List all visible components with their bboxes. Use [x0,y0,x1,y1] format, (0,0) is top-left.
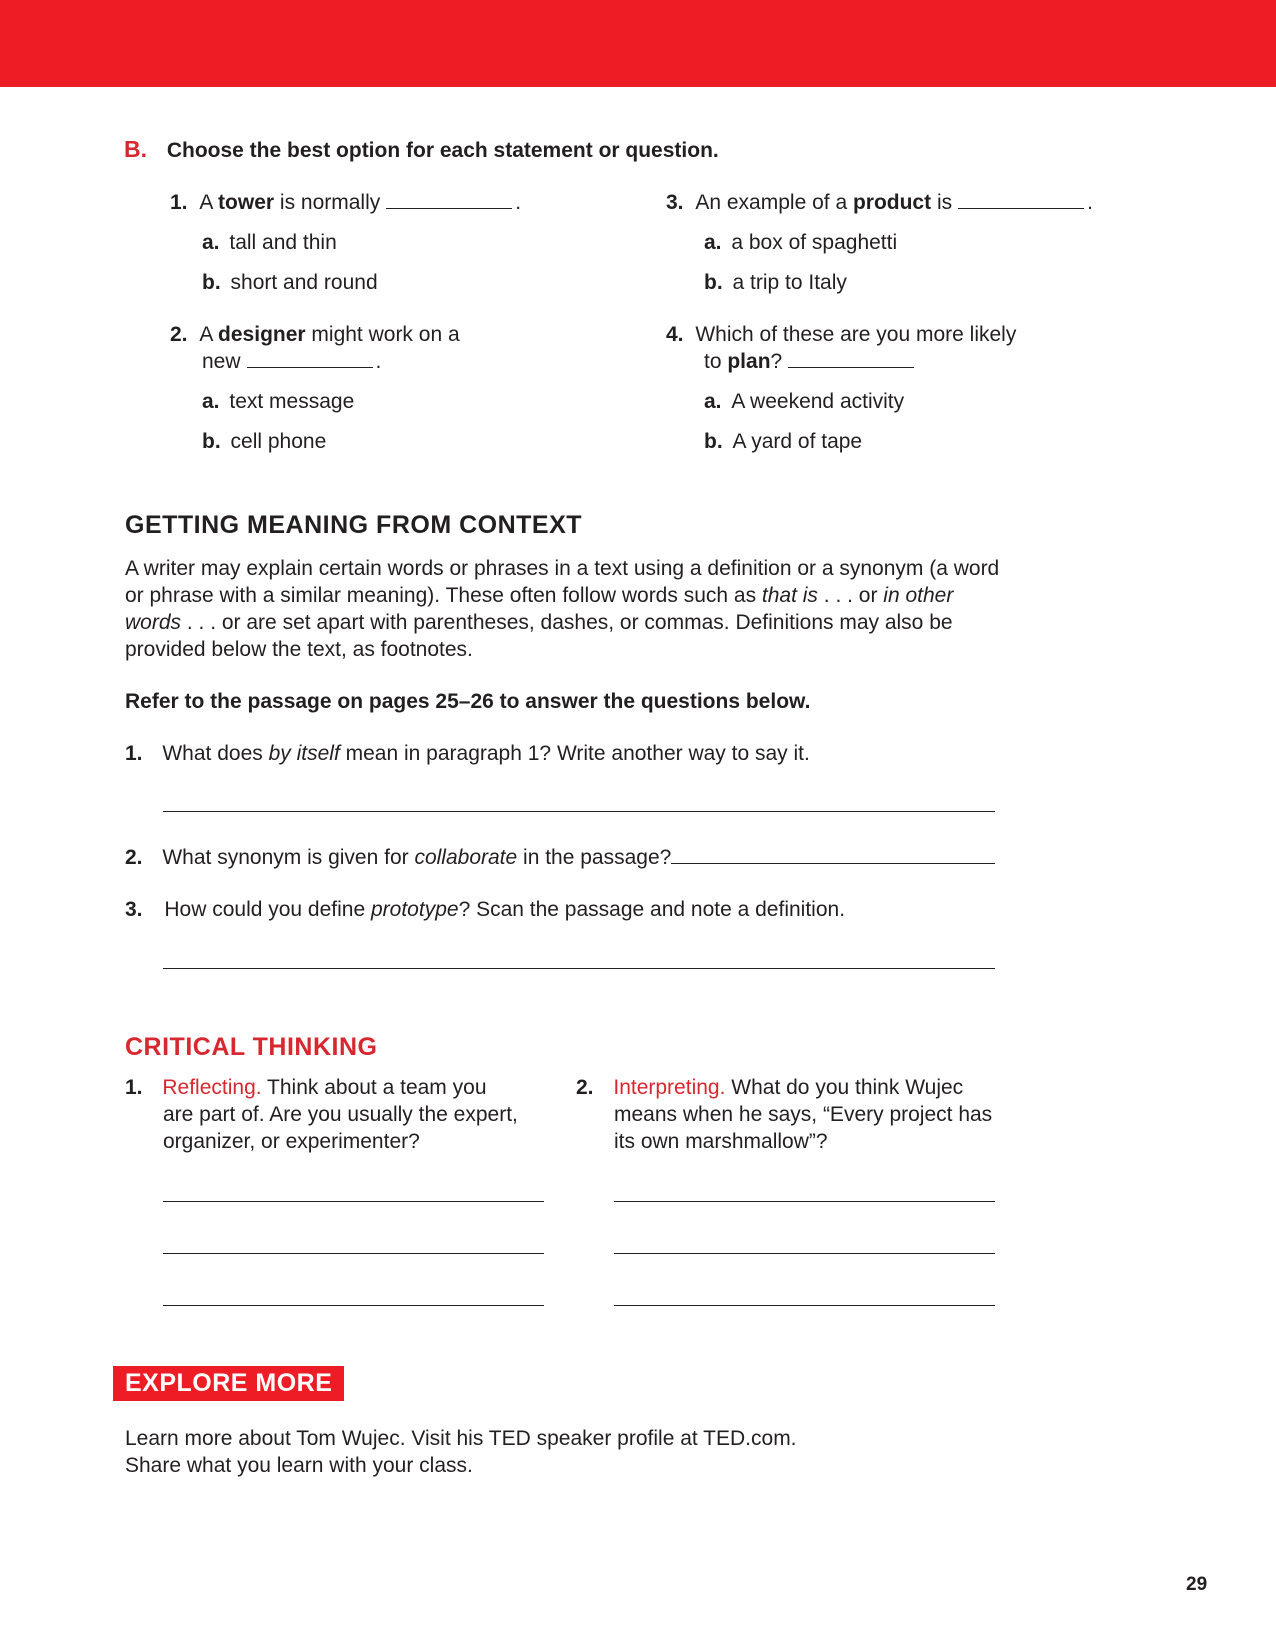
explore-text: Share what you learn with your class. [125,1454,473,1477]
question-text: might work on a [305,323,460,346]
question-text: An example of a [695,191,853,214]
critical-question-1-line: are part of. Are you usually the expert, [163,1103,518,1126]
option-label: b. [202,430,221,453]
option-label: b. [704,271,723,294]
answer-blank[interactable] [788,351,914,368]
context-heading: GETTING MEANING FROM CONTEXT [125,511,583,539]
italic-term: collaborate [414,846,518,869]
question-text: What do you think Wujec [725,1076,964,1099]
option-text: cell phone [230,430,327,453]
option-a[interactable] [202,388,354,415]
option-b[interactable] [202,269,378,296]
text: . . . or [817,584,884,607]
question-number: 1. [125,1076,143,1099]
period: . [375,350,382,373]
question-number: 2. [170,323,188,346]
option-b[interactable] [704,269,847,296]
answer-line[interactable] [163,1201,544,1202]
section-b-heading [124,136,719,164]
section-letter: B. [124,136,147,162]
option-label: b. [704,430,723,453]
italic-term: that is [761,584,818,607]
question-number: 4. [666,323,684,346]
answer-line[interactable] [614,1201,995,1202]
question-text: What does [162,742,269,765]
text: or phrase with a similar meaning). These often follow words such as [125,584,762,607]
question-text: Think about a team you [261,1076,487,1099]
critical-question-2 [576,1074,963,1101]
question-1 [170,189,521,216]
italic-term: by itself [268,742,340,765]
explore-text: Learn more about Tom Wujec. Visit his TED speaker profile at TED.com. [125,1427,797,1450]
option-text: A weekend activity [731,390,905,413]
question-text: to [704,350,728,373]
option-label: a. [202,390,220,413]
option-text: a box of spaghetti [731,231,898,254]
skill-label: Interpreting. [613,1076,726,1099]
critical-question-2-line: its own marshmallow”? [614,1130,828,1153]
question-text: is normally [274,191,381,214]
text: . . . or are set apart with parentheses, dashes, or commas. Definitions may also be [181,611,953,634]
option-label: a. [704,390,722,413]
context-paragraph-line [125,609,953,636]
option-b[interactable] [202,428,326,455]
question-4-line2 [704,348,917,375]
answer-line[interactable] [163,1253,544,1254]
answer-line[interactable] [671,863,995,864]
question-text: mean in paragraph 1? Write another way to say it. [339,742,810,765]
refer-instruction: Refer to the passage on pages 25–26 to answer the questions below. [125,690,811,713]
option-label: a. [202,231,220,254]
answer-blank[interactable] [958,192,1084,209]
explore-more-badge: EXPLORE MORE [113,1366,344,1401]
question-2-line2 [202,348,381,375]
question-text: in the passage? [517,846,672,869]
question-text: A [199,323,219,346]
answer-line[interactable] [163,1305,544,1306]
question-text: What synonym is given for [162,846,415,869]
question-2 [170,321,460,348]
italic-term: words [125,611,182,634]
question-number: 2. [576,1076,594,1099]
context-paragraph-line [125,582,953,609]
question-number: 1. [170,191,188,214]
critical-question-2-line: means when he says, “Every project has [614,1103,993,1126]
critical-question-1-line: organizer, or experimenter? [163,1130,420,1153]
answer-line[interactable] [163,968,995,969]
question-3 [666,189,1093,216]
period: . [1087,191,1093,214]
keyword: product [852,191,932,214]
question-text: Which of these are you more likely [695,323,1017,346]
question-text: ? Scan the passage and note a definition. [458,898,846,921]
question-text: is [931,191,953,214]
option-a[interactable] [202,229,337,256]
answer-line[interactable] [614,1305,995,1306]
context-paragraph-line: A writer may explain certain words or phrases in a text using a definition or a synonym (a word [125,557,1000,580]
option-label: b. [202,271,221,294]
question-text: new [202,350,241,373]
keyword: plan [727,350,771,373]
option-a[interactable] [704,229,897,256]
period: . [515,191,522,214]
keyword: designer [218,323,306,346]
question-text: A [199,191,219,214]
answer-line[interactable] [163,811,995,812]
option-text: text message [229,390,355,413]
page-number: 29 [1186,1574,1208,1595]
keyword: tower [218,191,275,214]
option-a[interactable] [704,388,904,415]
italic-term: prototype [371,898,459,921]
question-4 [666,321,1016,348]
question-number: 2. [125,846,143,869]
critical-heading: CRITICAL THINKING [125,1033,378,1061]
answer-line[interactable] [614,1253,995,1254]
option-b[interactable] [704,428,862,455]
critical-question-1 [125,1074,487,1101]
italic-term: in other [883,584,954,607]
context-question-3 [125,896,845,923]
context-paragraph-line: provided below the text, as footnotes. [125,638,473,661]
question-text: How could you define [164,898,371,921]
option-text: a trip to Italy [732,271,847,294]
question-text: ? [770,350,783,373]
context-question-2 [125,844,671,871]
question-number: 3. [125,898,143,921]
section-instruction: Choose the best option for each statement or question. [166,139,719,162]
answer-blank[interactable] [247,351,373,368]
option-text: short and round [230,271,378,294]
header-bar [0,0,1276,87]
context-question-1 [125,740,810,767]
option-text: tall and thin [229,231,337,254]
skill-label: Reflecting. [162,1076,262,1099]
question-number: 1. [125,742,143,765]
option-text: A yard of tape [732,430,863,453]
answer-blank[interactable] [386,192,512,209]
question-number: 3. [666,191,684,214]
option-label: a. [704,231,722,254]
